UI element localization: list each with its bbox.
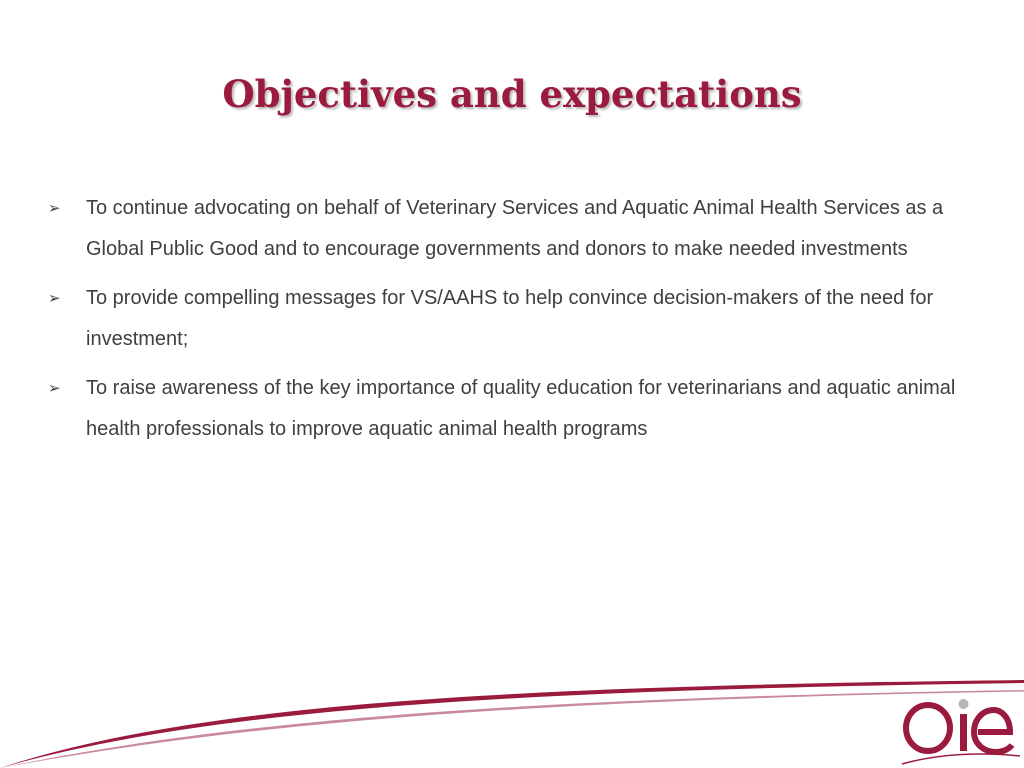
arrow-bullet-icon: ➢ (48, 379, 61, 397)
bullet-text: To provide compelling messages for VS/AAHS to help convince decision-makers of the need for investment; (86, 287, 934, 350)
bullet-item (44, 368, 994, 450)
bullet-text: To raise awareness of the key importance of quality education for veterinarians and aquatic animal health professionals to improve aquatic animal health programs (86, 377, 956, 440)
bullet-text: To continue advocating on behalf of Veterinary Services and Aquatic Animal Health Services as a Global Public Good and to encourage governments and donors to make needed investments (86, 197, 944, 260)
bullet-list (44, 188, 994, 458)
bullet-item (44, 278, 994, 360)
decorative-swoosh (0, 660, 1024, 768)
arrow-bullet-icon: ➢ (48, 289, 61, 307)
slide-title: Objectives and expectations (222, 72, 802, 116)
bullet-item (44, 188, 994, 270)
swoosh-light-line (0, 690, 1024, 768)
oie-logo (898, 692, 1024, 768)
arrow-bullet-icon: ➢ (48, 199, 61, 217)
